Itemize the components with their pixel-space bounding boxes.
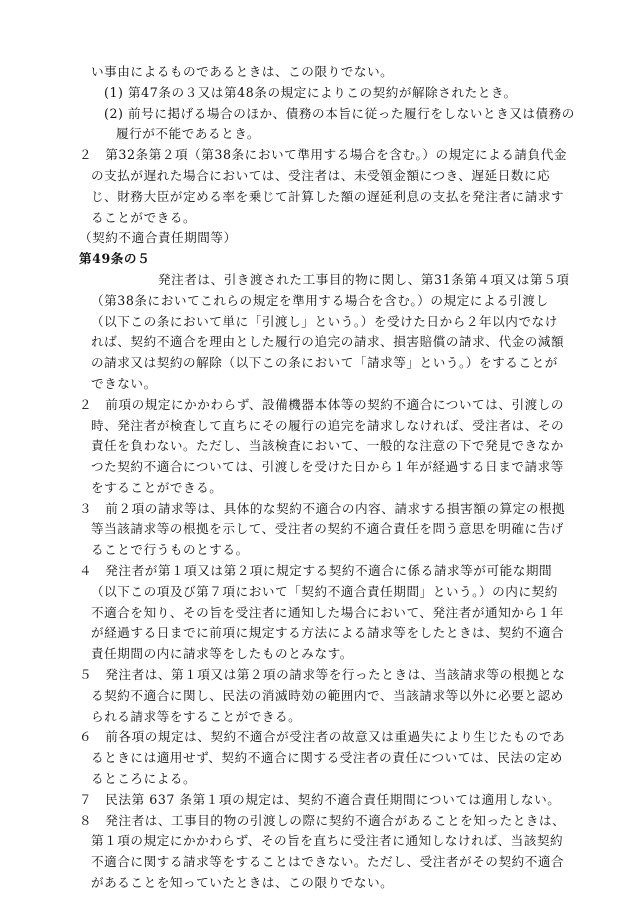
list-item-2: (2) 前号に掲げる場合のほか、債務の本旨に従った履行をしないとき又は債務の (104, 105, 575, 121)
paragraph-8: ８ 発注者は、工事目的物の引渡しの際に契約不適合があることを知ったときは、 (79, 812, 566, 828)
text-line: られる請求等をすることができる。 (91, 708, 302, 724)
text-line: じ、財務大臣が定める率を乗じて計算した額の遅延利息の支払を発注者に請求す (91, 188, 565, 204)
text-line: 等当該請求等の根拠を示して、受注者の契約不適合責任を問う意思を明確に告げ (91, 521, 564, 537)
text-line: るときには適用せず、契約不適合に関する受注者の責任については、民法の定め (91, 750, 563, 766)
paragraph-2: ２ 第32条第２項（第38条において準用する場合を含む。）の規定による請負代金 (79, 147, 567, 163)
section-heading: （契約不適合責任期間等） (79, 230, 237, 246)
text-line: があることを知っていたときは、この限りでない。 (91, 875, 394, 890)
text-line: 不適合に関する請求等をすることはできない。ただし、受注者がその契約不適合 (91, 854, 565, 870)
text-line: （第38条においてこれらの規定を準用する場合を含む。）の規定による引渡し (91, 292, 549, 308)
paragraph-4: ４ 発注者が第１項又は第２項に規定する契約不適合に係る請求等が可能な期間 (79, 563, 553, 579)
text-line: が経過する日までに前項に規定する方法による請求等をしたときは、契約不適合 (91, 625, 565, 641)
text-line: る契約不適合に関し、民法の消滅時効の範囲内で、当該請求等以外に必要と認め (91, 687, 564, 703)
text-line: 責任を負わない。ただし、当該検査において、一般的な注意の下で発見できなか (91, 438, 564, 454)
text-line: るところによる。 (91, 771, 197, 787)
text-line: をすることができる。 (91, 479, 223, 495)
list-item-1: (1) 第47条の３又は第48条の規定によりこの契約が解除されたとき。 (104, 84, 517, 100)
paragraph-5: ５ 発注者は、第１項又は第２項の請求等を行ったときは、当該請求等の根拠とな (79, 667, 566, 683)
paragraph-6: ６ 前各項の規定は、契約不適合が受注者の故意又は重過失により生じたものであ (79, 729, 566, 745)
article-number: 第49条の５ (79, 251, 151, 267)
text-line: の請求又は契約の解除（以下この条において「請求等」という。）をすることが (91, 355, 558, 371)
text-line: 不適合を知り、その旨を受注者に通知した場合において、発注者が通知から１年 (91, 604, 564, 620)
text-line: い事由によるものであるときは、この限りでない。 (91, 64, 394, 79)
text-line: 第１項の規定にかかわらず、その旨を直ちに受注者に通知しなければ、当該契約 (91, 833, 564, 849)
text-line: できない。 (91, 375, 157, 391)
text-line: （以下この項及び第７項において「契約不適合責任期間」という。）の内に契約 (91, 583, 558, 599)
paragraph-7: ７ 民法第 637 条第１項の規定は、契約不適合責任期間については適用しない。 (79, 791, 561, 807)
text-line: れば、契約不適合を理由とした履行の追完の請求、損害賠償の請求、代金の減額 (91, 334, 565, 350)
paragraph-3: ３ 前２項の請求等は、具体的な契約不適合の内容、請求する損害額の算定の根拠 (79, 500, 566, 516)
paragraph-2: ２ 前項の規定にかかわらず、設備機器本体等の契約不適合については、引渡しの (79, 396, 565, 412)
text-line: 責任期間の内に請求等をしたものとみなす。 (91, 646, 353, 662)
text-line: 履行が不能であるとき。 (116, 126, 261, 142)
text-line: 発注者は、引き渡された工事目的物に関し、第31条第４項又は第５項 (158, 271, 570, 287)
text-line: （以下この条において単に「引渡し」という。）を受けた日から２年以内でなけ (91, 313, 558, 329)
text-line: ることで行うものとする。 (91, 542, 249, 558)
text-line: つた契約不適合については、引渡しを受けた日から１年が経過する日まで請求等 (91, 459, 564, 475)
text-line: ることができる。 (91, 209, 197, 225)
text-line: の支払が遅れた場合においては、受注者は、未受領金額につき、遅延日数に応 (91, 167, 551, 183)
text-line: 時、発注者が検査して直ちにその履行の追完を請求しなければ、受注者は、その (91, 417, 565, 433)
